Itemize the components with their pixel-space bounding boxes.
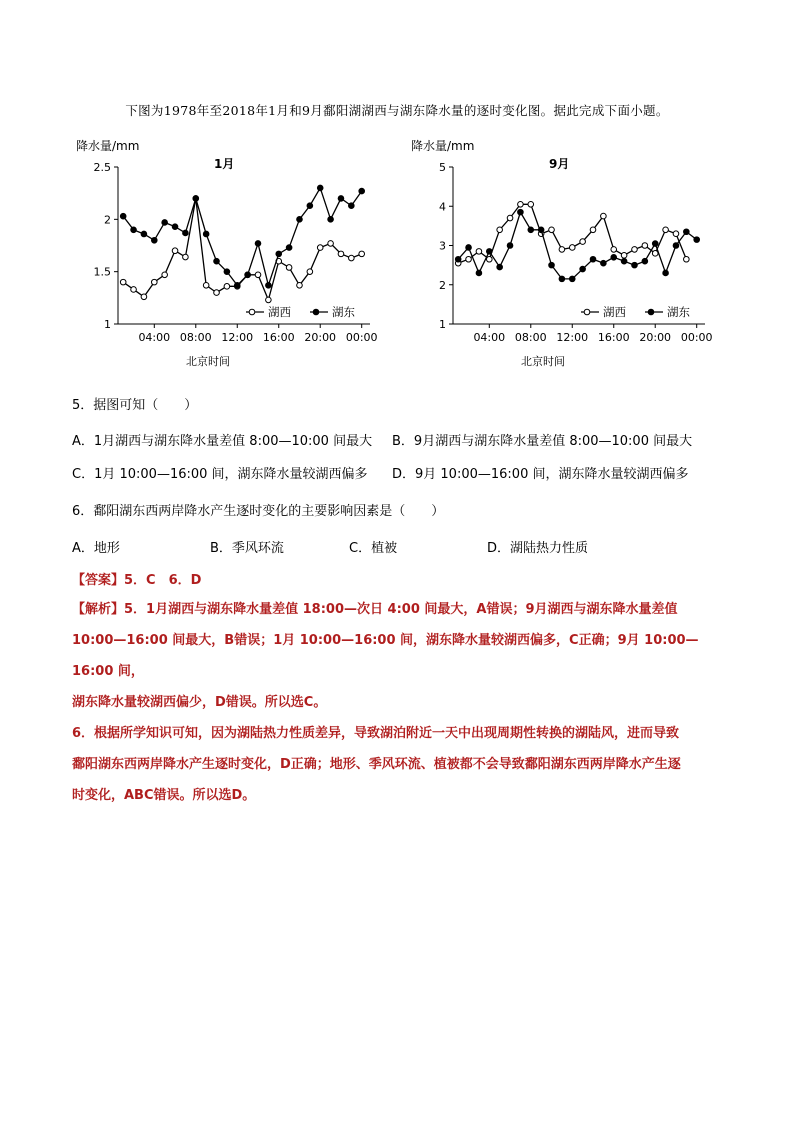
y-tick-label: 5 — [439, 161, 446, 174]
data-point-湖东 — [359, 188, 365, 194]
answer-label: 【答案】 — [72, 573, 125, 588]
data-point-湖西 — [317, 245, 323, 251]
x-tick-label: 12:00 — [221, 331, 254, 344]
question-6-option-a: A．地形 — [72, 541, 120, 556]
legend-marker — [313, 309, 319, 315]
data-point-湖西 — [338, 251, 344, 257]
data-point-湖东 — [276, 251, 282, 257]
question-5-option-b: B．9月湖西与湖东降水量差值 8:00—10:00 间最大 — [392, 434, 693, 449]
y-tick-label: 2.5 — [93, 161, 111, 174]
data-point-湖西 — [466, 256, 472, 262]
data-point-湖东 — [580, 266, 586, 272]
data-point-湖东 — [518, 209, 524, 215]
data-point-湖西 — [528, 201, 534, 207]
analysis-block — [72, 594, 732, 811]
data-point-湖西 — [120, 279, 126, 285]
data-point-湖东 — [338, 196, 344, 202]
data-point-湖东 — [694, 237, 700, 243]
data-point-湖东 — [286, 245, 292, 251]
data-point-湖东 — [141, 231, 147, 237]
legend-marker — [584, 309, 590, 315]
analysis-q5-line-2: 10:00—16:00 间最大，B错误；1月 10:00—16:00 间，湖东降水量较湖西偏多，C正确；9月 10:00—16:00 间， — [72, 633, 699, 679]
data-point-湖东 — [663, 270, 669, 276]
data-point-湖西 — [359, 251, 365, 257]
data-point-湖东 — [652, 241, 658, 247]
data-point-湖西 — [255, 272, 261, 278]
data-point-湖东 — [466, 245, 472, 251]
data-point-湖西 — [497, 227, 503, 233]
data-point-湖东 — [255, 241, 261, 247]
y-tick-label: 1 — [439, 318, 446, 331]
data-point-湖东 — [193, 196, 199, 202]
question-5-stem: 5．据图可知（ ） — [72, 398, 198, 413]
data-point-湖西 — [518, 201, 524, 207]
data-point-湖东 — [528, 227, 534, 233]
question-5-option-d: D．9月 10:00—16:00 间，湖东降水量较湖西偏多 — [392, 467, 689, 482]
x-tick-label: 00:00 — [680, 331, 713, 344]
data-point-湖西 — [652, 251, 658, 257]
data-point-湖东 — [183, 230, 189, 236]
data-point-湖西 — [559, 247, 565, 253]
y-tick-label: 4 — [439, 200, 446, 214]
data-point-湖西 — [266, 297, 272, 303]
data-point-湖东 — [549, 262, 555, 268]
data-point-湖西 — [621, 253, 627, 259]
x-tick-label: 16:00 — [597, 331, 630, 344]
analysis-q6-line-1: 6．根据所学知识可知，因为湖陆热力性质差异，导致湖泊附近一天中出现周期性转换的湖陆风，进而导致 — [72, 726, 680, 741]
data-point-湖东 — [507, 243, 513, 249]
data-point-湖东 — [601, 260, 607, 266]
y-tick-label: 2 — [439, 278, 446, 292]
data-point-湖西 — [569, 245, 575, 251]
data-point-湖东 — [131, 227, 137, 233]
legend-label: 湖西 — [603, 305, 626, 319]
answer-line — [72, 569, 201, 588]
data-point-湖西 — [307, 269, 313, 275]
data-point-湖东 — [172, 224, 178, 230]
data-point-湖东 — [214, 258, 220, 264]
data-point-湖东 — [486, 249, 492, 255]
data-point-湖西 — [151, 279, 157, 285]
x-tick-label: 20:00 — [304, 331, 337, 344]
x-axis-label: 北京时间 — [186, 355, 230, 368]
data-point-湖东 — [476, 270, 482, 276]
analysis-line-1 — [72, 594, 732, 625]
y-tick-label: 2 — [104, 213, 111, 227]
chart-september — [405, 132, 715, 372]
data-point-湖西 — [476, 249, 482, 255]
data-point-湖西 — [642, 243, 648, 249]
data-point-湖西 — [224, 284, 230, 290]
chart-september-svg — [405, 132, 715, 372]
chart-title: 1月 — [214, 157, 235, 171]
intro-text: 下图为1978年至2018年1月和9月鄱阳湖湖西与湖东降水量的逐时变化图。据此完成下面小题。 — [125, 103, 669, 118]
data-point-湖西 — [203, 282, 209, 288]
x-tick-label: 12:00 — [556, 331, 589, 344]
data-point-湖西 — [349, 255, 355, 261]
x-tick-label: 00:00 — [345, 331, 378, 344]
question-6-option-b: B．季风环流 — [210, 541, 284, 556]
x-tick-label: 08:00 — [179, 331, 212, 344]
legend-label: 湖西 — [268, 305, 291, 319]
data-point-湖东 — [569, 276, 575, 282]
x-tick-label: 20:00 — [639, 331, 672, 344]
x-tick-label: 04:00 — [473, 331, 506, 344]
data-point-湖西 — [486, 256, 492, 262]
series-line-湖东 — [123, 188, 362, 285]
chart-title: 9月 — [549, 157, 570, 171]
data-point-湖东 — [621, 258, 627, 264]
data-point-湖西 — [590, 227, 596, 233]
analysis-q5-line-3: 湖东降水量较湖西偏少，D错误。所以选C。 — [72, 695, 327, 710]
data-point-湖东 — [245, 272, 251, 278]
data-point-湖西 — [328, 241, 334, 247]
x-tick-label: 04:00 — [138, 331, 171, 344]
data-point-湖西 — [141, 294, 147, 300]
data-point-湖东 — [234, 282, 240, 288]
data-point-湖西 — [611, 247, 617, 253]
question-5-option-a: A．1月湖西与湖东降水量差值 8:00—10:00 间最大 — [72, 434, 373, 449]
data-point-湖西 — [286, 265, 292, 271]
y-axis-label: 降水量/mm — [76, 139, 140, 153]
legend-label: 湖东 — [667, 305, 690, 319]
analysis-q6-line-2: 鄱阳湖东西两岸降水产生逐时变化，D正确；地形、季风环流、植被都不会导致鄱阳湖东西两岸降水产生逐 — [72, 757, 681, 772]
data-point-湖东 — [266, 282, 272, 288]
data-point-湖东 — [162, 220, 168, 226]
legend-marker — [648, 309, 654, 315]
chart-january-svg — [70, 132, 380, 372]
data-point-湖西 — [172, 248, 178, 254]
data-point-湖东 — [349, 203, 355, 209]
analysis-q5-line-1: 5．1月湖西与湖东降水量差值 18:00—次日 4:00 间最大，A错误；9月湖西与湖东降水量差值 — [124, 602, 678, 617]
data-point-湖东 — [590, 256, 596, 262]
y-axis-label: 降水量/mm — [411, 139, 475, 153]
question-6-option-d: D．湖陆热力性质 — [487, 541, 589, 556]
data-point-湖东 — [632, 262, 638, 268]
analysis-q6-line-3: 时变化，ABC错误。所以选D。 — [72, 788, 256, 803]
x-tick-label: 08:00 — [514, 331, 547, 344]
data-point-湖东 — [559, 276, 565, 282]
data-point-湖东 — [317, 185, 323, 191]
data-point-湖东 — [297, 217, 303, 223]
data-point-湖西 — [663, 227, 669, 233]
data-point-湖西 — [632, 247, 638, 253]
x-axis-label: 北京时间 — [521, 355, 565, 368]
y-tick-label: 1.5 — [93, 265, 111, 279]
x-tick-label: 16:00 — [262, 331, 295, 344]
data-point-湖西 — [297, 282, 303, 288]
data-point-湖西 — [673, 231, 679, 237]
y-tick-label: 3 — [439, 239, 446, 253]
question-6-stem: 6．鄱阳湖东西两岸降水产生逐时变化的主要影响因素是（ ） — [72, 504, 445, 519]
data-point-湖西 — [183, 254, 189, 260]
data-point-湖西 — [507, 215, 513, 221]
data-point-湖东 — [307, 203, 313, 209]
data-point-湖东 — [673, 243, 679, 249]
y-tick-label: 1 — [104, 318, 111, 331]
data-point-湖西 — [601, 213, 607, 219]
data-point-湖东 — [684, 229, 690, 235]
data-point-湖西 — [580, 239, 586, 245]
legend-marker — [249, 309, 255, 315]
data-point-湖西 — [162, 272, 168, 278]
answer-text: 5．C 6．D — [124, 573, 202, 588]
question-6-option-c: C．植被 — [349, 541, 398, 556]
data-point-湖东 — [203, 231, 209, 237]
data-point-湖东 — [642, 258, 648, 264]
data-point-湖东 — [497, 264, 503, 270]
question-5-option-c: C．1月 10:00—16:00 间，湖东降水量较湖西偏多 — [72, 467, 368, 482]
series-line-湖西 — [123, 198, 362, 300]
data-point-湖西 — [131, 287, 137, 293]
legend-label: 湖东 — [332, 305, 355, 319]
data-point-湖西 — [549, 227, 555, 233]
data-point-湖东 — [328, 217, 334, 223]
data-point-湖东 — [224, 269, 230, 275]
data-point-湖东 — [151, 237, 157, 243]
data-point-湖东 — [120, 213, 126, 219]
data-point-湖东 — [611, 254, 617, 260]
chart-january — [70, 132, 380, 372]
data-point-湖东 — [538, 227, 544, 233]
analysis-label: 【解析】 — [72, 602, 125, 617]
data-point-湖西 — [214, 290, 220, 296]
data-point-湖东 — [455, 256, 461, 262]
data-point-湖西 — [684, 256, 690, 262]
